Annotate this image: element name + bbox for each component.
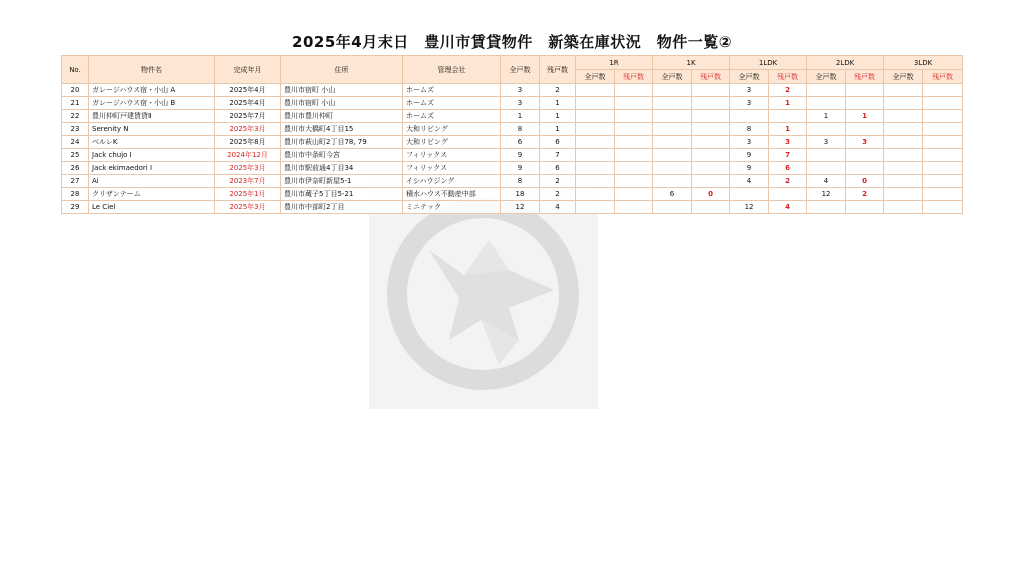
- cell-unit-remaining: [692, 110, 730, 123]
- page-title: 2025年4月末日 豊川市賃貸物件 新築在庫状況 物件一覧②: [292, 33, 732, 51]
- cell-unit-total: [884, 175, 923, 188]
- cell-unit-remaining: [615, 175, 653, 188]
- cell-unit-total: 3: [730, 136, 769, 149]
- cell-no: 27: [62, 175, 89, 188]
- cell-unit-remaining: [615, 162, 653, 175]
- cell-name: Jack chujo Ⅰ: [89, 149, 215, 162]
- sub-header-total: 全戸数: [807, 70, 846, 84]
- cell-unit-remaining: [692, 201, 730, 214]
- cell-unit-remaining: 2: [769, 84, 807, 97]
- cell-unit-total: 3: [730, 97, 769, 110]
- cell-company: 大和リビング: [403, 136, 501, 149]
- cell-unit-total: [807, 97, 846, 110]
- cell-remaining: 4: [540, 201, 576, 214]
- cell-unit-remaining: 7: [769, 149, 807, 162]
- cell-unit-total: [884, 188, 923, 201]
- table-row: [62, 110, 963, 123]
- cell-remaining: 6: [540, 162, 576, 175]
- cell-company: 積水ハウス不動産中部: [403, 188, 501, 201]
- cell-company: ホームズ: [403, 97, 501, 110]
- cell-no: 24: [62, 136, 89, 149]
- cell-unit-total: [576, 175, 615, 188]
- watermark-fox-logo: [369, 180, 598, 409]
- cell-total: 3: [501, 84, 540, 97]
- cell-company: ミニテック: [403, 201, 501, 214]
- cell-unit-total: [653, 123, 692, 136]
- sub-header-remaining: 残戸数: [846, 70, 884, 84]
- cell-unit-total: [884, 162, 923, 175]
- cell-unit-total: 6: [653, 188, 692, 201]
- cell-unit-total: [807, 201, 846, 214]
- cell-unit-remaining: [923, 84, 963, 97]
- col-header-name: 物件名: [89, 56, 215, 84]
- sub-header-total: 全戸数: [730, 70, 769, 84]
- cell-completed: 2025年4月: [215, 97, 281, 110]
- cell-unit-remaining: 0: [692, 188, 730, 201]
- cell-unit-total: [576, 201, 615, 214]
- cell-unit-total: [807, 84, 846, 97]
- cell-remaining: 2: [540, 188, 576, 201]
- cell-unit-remaining: [692, 175, 730, 188]
- cell-unit-total: [576, 149, 615, 162]
- cell-unit-remaining: [692, 149, 730, 162]
- cell-unit-total: [576, 123, 615, 136]
- cell-total: 6: [501, 136, 540, 149]
- table-row: [62, 175, 963, 188]
- cell-unit-remaining: [615, 136, 653, 149]
- cell-unit-remaining: [846, 123, 884, 136]
- cell-name: Serenity N: [89, 123, 215, 136]
- cell-unit-total: [576, 110, 615, 123]
- col-header-total: 全戸数: [501, 56, 540, 84]
- cell-unit-remaining: [846, 84, 884, 97]
- cell-unit-remaining: [923, 123, 963, 136]
- table-body: [62, 84, 963, 214]
- cell-address: 豊川市大橋町4丁目15: [281, 123, 403, 136]
- cell-unit-total: [884, 84, 923, 97]
- col-header-1r: 1R: [576, 56, 653, 70]
- cell-unit-remaining: 1: [769, 123, 807, 136]
- cell-completed: 2023年7月: [215, 175, 281, 188]
- cell-unit-remaining: [615, 84, 653, 97]
- cell-unit-total: [653, 97, 692, 110]
- cell-unit-total: 3: [807, 136, 846, 149]
- cell-unit-remaining: 1: [769, 97, 807, 110]
- cell-total: 9: [501, 149, 540, 162]
- fox-logo-icon: [369, 180, 598, 409]
- cell-unit-total: [653, 149, 692, 162]
- cell-name: 豊川仲町戸建賃貸Ⅱ: [89, 110, 215, 123]
- cell-unit-remaining: [615, 188, 653, 201]
- cell-remaining: 6: [540, 136, 576, 149]
- cell-company: ホームズ: [403, 84, 501, 97]
- cell-company: フィリックス: [403, 162, 501, 175]
- cell-completed: 2025年1月: [215, 188, 281, 201]
- cell-name: Le Ciel: [89, 201, 215, 214]
- cell-unit-total: [576, 188, 615, 201]
- cell-unit-total: [884, 97, 923, 110]
- cell-unit-remaining: [692, 97, 730, 110]
- cell-no: 20: [62, 84, 89, 97]
- cell-unit-total: [576, 162, 615, 175]
- cell-unit-total: [653, 175, 692, 188]
- cell-unit-total: [653, 201, 692, 214]
- cell-unit-remaining: [692, 84, 730, 97]
- cell-company: イシハウジング: [403, 175, 501, 188]
- cell-unit-remaining: 3: [846, 136, 884, 149]
- col-header-completed: 完成年月: [215, 56, 281, 84]
- cell-company: フィリックス: [403, 149, 501, 162]
- cell-no: 28: [62, 188, 89, 201]
- cell-remaining: 1: [540, 123, 576, 136]
- cell-remaining: 2: [540, 84, 576, 97]
- cell-unit-remaining: [846, 162, 884, 175]
- cell-unit-remaining: 2: [769, 175, 807, 188]
- col-header-address: 住所: [281, 56, 403, 84]
- property-inventory-table: [61, 55, 963, 214]
- cell-address: 豊川市伊奈町新屋5-1: [281, 175, 403, 188]
- col-header-3ldk: 3LDK: [884, 56, 963, 70]
- cell-company: 大和リビング: [403, 123, 501, 136]
- cell-completed: 2025年4月: [215, 84, 281, 97]
- table-row: [62, 149, 963, 162]
- cell-completed: 2024年12月: [215, 149, 281, 162]
- cell-unit-remaining: [923, 149, 963, 162]
- cell-completed: 2025年3月: [215, 201, 281, 214]
- cell-unit-remaining: [615, 110, 653, 123]
- cell-unit-total: [653, 162, 692, 175]
- cell-address: 豊川市中部町2丁目: [281, 201, 403, 214]
- cell-unit-total: [576, 136, 615, 149]
- cell-unit-total: [884, 123, 923, 136]
- cell-name: Ai: [89, 175, 215, 188]
- cell-unit-remaining: [615, 97, 653, 110]
- table-row: [62, 84, 963, 97]
- cell-address: 豊川市中条町今宮: [281, 149, 403, 162]
- sub-header-total: 全戸数: [884, 70, 923, 84]
- cell-unit-total: [730, 110, 769, 123]
- cell-unit-total: [884, 149, 923, 162]
- cell-remaining: 1: [540, 97, 576, 110]
- cell-remaining: 2: [540, 175, 576, 188]
- cell-unit-total: [807, 149, 846, 162]
- cell-unit-total: 9: [730, 162, 769, 175]
- cell-total: 3: [501, 97, 540, 110]
- cell-unit-total: 12: [807, 188, 846, 201]
- cell-unit-total: [653, 110, 692, 123]
- table-row: [62, 97, 963, 110]
- cell-total: 9: [501, 162, 540, 175]
- cell-unit-remaining: [923, 97, 963, 110]
- cell-unit-total: 12: [730, 201, 769, 214]
- cell-unit-remaining: [846, 201, 884, 214]
- col-header-no: No.: [62, 56, 89, 84]
- cell-total: 18: [501, 188, 540, 201]
- cell-unit-remaining: [923, 136, 963, 149]
- cell-unit-total: 8: [730, 123, 769, 136]
- cell-unit-total: [884, 110, 923, 123]
- cell-unit-total: 1: [807, 110, 846, 123]
- cell-unit-remaining: [923, 162, 963, 175]
- cell-unit-remaining: [923, 188, 963, 201]
- cell-unit-remaining: [923, 175, 963, 188]
- cell-unit-remaining: [692, 123, 730, 136]
- cell-unit-remaining: 2: [846, 188, 884, 201]
- cell-no: 29: [62, 201, 89, 214]
- cell-company: ホームズ: [403, 110, 501, 123]
- table-row: [62, 188, 963, 201]
- cell-unit-total: [576, 97, 615, 110]
- cell-name: ベルレK: [89, 136, 215, 149]
- cell-unit-remaining: [846, 149, 884, 162]
- cell-unit-remaining: 0: [846, 175, 884, 188]
- cell-unit-remaining: [923, 201, 963, 214]
- cell-unit-total: 3: [730, 84, 769, 97]
- cell-address: 豊川市蔵子5丁目5-21: [281, 188, 403, 201]
- cell-unit-remaining: 1: [846, 110, 884, 123]
- cell-unit-remaining: [615, 123, 653, 136]
- sub-header-remaining: 残戸数: [615, 70, 653, 84]
- cell-unit-total: [807, 123, 846, 136]
- cell-unit-total: [730, 188, 769, 201]
- cell-name: ガレージハウス宿・小山 B: [89, 97, 215, 110]
- cell-unit-remaining: 3: [769, 136, 807, 149]
- cell-no: 26: [62, 162, 89, 175]
- cell-unit-total: 4: [730, 175, 769, 188]
- cell-no: 23: [62, 123, 89, 136]
- col-header-1ldk: 1LDK: [730, 56, 807, 70]
- cell-unit-total: 9: [730, 149, 769, 162]
- cell-unit-total: [653, 136, 692, 149]
- cell-unit-remaining: [692, 162, 730, 175]
- cell-completed: 2025年8月: [215, 136, 281, 149]
- table-row: [62, 136, 963, 149]
- col-header-1k: 1K: [653, 56, 730, 70]
- cell-completed: 2025年3月: [215, 162, 281, 175]
- cell-unit-total: [884, 201, 923, 214]
- cell-unit-total: 4: [807, 175, 846, 188]
- table-row: [62, 123, 963, 136]
- cell-remaining: 7: [540, 149, 576, 162]
- cell-address: 豊川市豊川仲町: [281, 110, 403, 123]
- header-row-1: [62, 56, 963, 70]
- cell-unit-remaining: 4: [769, 201, 807, 214]
- cell-name: クリザンテーム: [89, 188, 215, 201]
- cell-name: ガレージハウス宿・小山 A: [89, 84, 215, 97]
- cell-unit-remaining: [615, 149, 653, 162]
- cell-no: 25: [62, 149, 89, 162]
- cell-remaining: 1: [540, 110, 576, 123]
- sub-header-remaining: 残戸数: [692, 70, 730, 84]
- cell-total: 1: [501, 110, 540, 123]
- cell-address: 豊川市萩山町2丁目78, 79: [281, 136, 403, 149]
- cell-unit-remaining: [692, 136, 730, 149]
- cell-unit-total: [576, 84, 615, 97]
- cell-unit-total: [807, 162, 846, 175]
- cell-total: 8: [501, 123, 540, 136]
- col-header-company: 管理会社: [403, 56, 501, 84]
- sub-header-total: 全戸数: [653, 70, 692, 84]
- cell-address: 豊川市宿町 小山: [281, 84, 403, 97]
- cell-no: 21: [62, 97, 89, 110]
- table-row: [62, 201, 963, 214]
- cell-unit-remaining: 6: [769, 162, 807, 175]
- cell-total: 12: [501, 201, 540, 214]
- col-header-2ldk: 2LDK: [807, 56, 884, 70]
- table-row: [62, 162, 963, 175]
- cell-address: 豊川市宿町 小山: [281, 97, 403, 110]
- cell-completed: 2025年3月: [215, 123, 281, 136]
- cell-unit-total: [884, 136, 923, 149]
- cell-name: Jack ekimaedori Ⅰ: [89, 162, 215, 175]
- cell-unit-total: [653, 84, 692, 97]
- cell-total: 8: [501, 175, 540, 188]
- cell-unit-remaining: [923, 110, 963, 123]
- cell-address: 豊川市駅前通4丁目34: [281, 162, 403, 175]
- col-header-remaining: 残戸数: [540, 56, 576, 84]
- cell-unit-remaining: [615, 201, 653, 214]
- cell-unit-remaining: [769, 188, 807, 201]
- cell-unit-remaining: [846, 97, 884, 110]
- sub-header-total: 全戸数: [576, 70, 615, 84]
- cell-unit-remaining: [769, 110, 807, 123]
- cell-no: 22: [62, 110, 89, 123]
- sub-header-remaining: 残戸数: [769, 70, 807, 84]
- cell-completed: 2025年7月: [215, 110, 281, 123]
- sub-header-remaining: 残戸数: [923, 70, 963, 84]
